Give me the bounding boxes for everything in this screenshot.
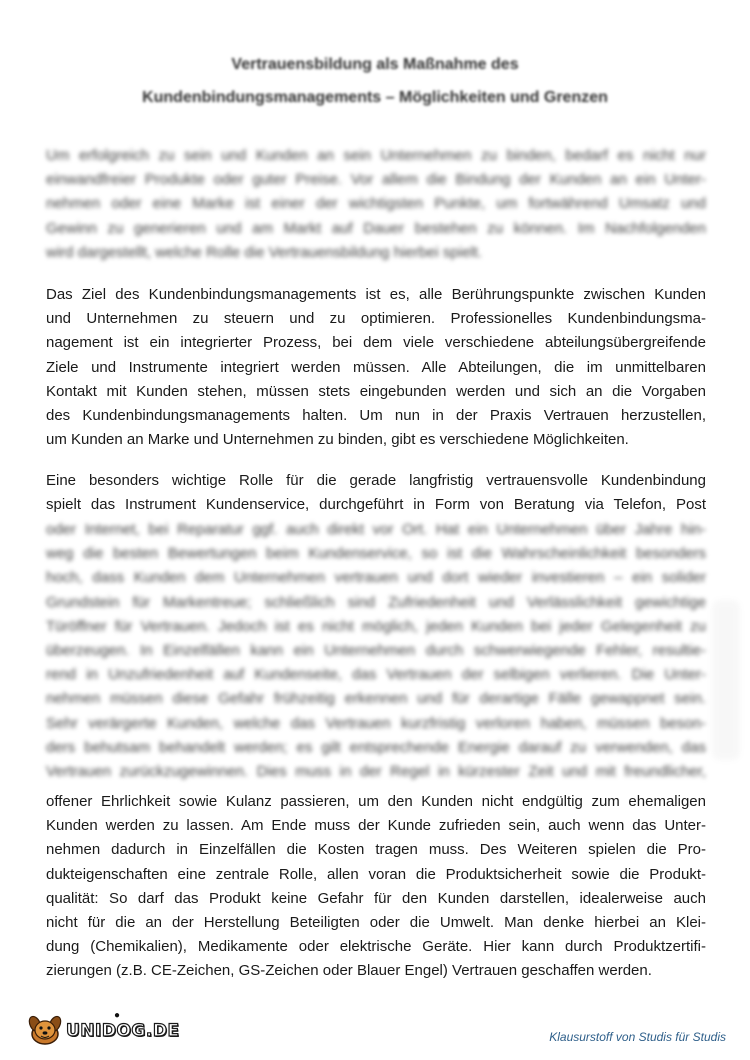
body-paragraph-2-bottom [46, 790, 706, 984]
text-line: Kontakt mit Kunden stehen, müssen stets eingebunden werden und sich an die Vorgaben [46, 382, 706, 400]
title-line-1: Vertrauensbildung als Maßnahme des [231, 56, 519, 73]
text-line: nehmen dadurch in Einzelfällen die Kosten tragen muss. Des Weiteren spielen die Pro- [46, 841, 706, 859]
text-line: offener Ehrlichkeit sowie Kulanz passieren, um den Kunden nicht endgültig zum ehemaligen [46, 793, 706, 810]
text-line: Ziele und Instrumente integriert werden müssen. Alle Abteilungen, die im unmittelbaren [46, 358, 706, 376]
text-line: dung (Chemikalien), Medikamente oder elektrische Geräte. Hier kann durch Produktzertifi- [46, 938, 706, 956]
text-line: rend in Unzufriedenheit auf Kundenseite, das Vertrauen der selbigen verlieren. Die Unter- [46, 666, 706, 684]
text-line: des Kundenbindungsmanagements halten. Um nun in der Praxis Vertrauen herzustellen, [46, 407, 706, 425]
text-line: hoch, dass Kunden dem Unternehmen vertrauen und dort wieder investieren – ein solider [46, 569, 706, 587]
text-line: ders behutsam behandelt werden; es gilt entsprechende Energie darauf zu verwenden, das [46, 738, 706, 756]
text-line: überzeugen. In Einzelfällen kann ein Unternehmen durch schwerwiegende Fehler, resultie- [46, 642, 706, 660]
text-line: spielt das Instrument Kundenservice, durchgeführt in Form von Beratung via Telefon, Post [46, 496, 706, 514]
paw-icon: ● [114, 1010, 121, 1021]
text-line: oder Internet, bei Reparatur ggf. auch direkt vor Ort. Hat ein Unternehmen über Jahre hin- [46, 521, 706, 538]
text-line: Um erfolgreich zu sein und Kunden an sein Unternehmen zu binden, bedarf es nicht nur [46, 147, 706, 164]
document-title [40, 48, 710, 114]
text-line: und Unternehmen zu steuern und zu optimieren. Professionelles Kundenbindungsma- [46, 310, 706, 328]
text-line: qualität: So darf das Produkt keine Gefahr für den Kunden darstellen, idealerweise auch [46, 889, 706, 907]
text-line: Sehr verärgerte Kunden, welche das Vertrauen kurzfristig verloren haben, müssen beson- [46, 714, 706, 732]
text-line: zierungen (z.B. CE-Zeichen, GS-Zeichen oder Blauer Engel) Vertrauen geschaffen werden. [46, 962, 652, 980]
text-line: um Kunden an Marke und Unternehmen zu binden, gibt es verschiedene Möglichkeiten. [46, 431, 629, 449]
text-line: Eine besonders wichtige Rolle für die gerade langfristig vertrauensvolle Kundenbindung [46, 472, 706, 489]
text-line: nehmen oder eine Marke ist einer der wichtigsten Punkte, um fortwährend Umsatz und [46, 195, 706, 213]
text-line: nehmen müssen diese Gefahr frühzeitig erkennen und für derartige Fälle gewappnet sein. [46, 690, 706, 708]
text-line: einwandfreier Produkte oder guter Preise. Vor allem die Bindung der Kunden an ein Unter- [46, 171, 706, 189]
text-line: Gewinn zu generieren und am Markt auf Dauer bestehen zu können. Im Nachfolgenden [46, 219, 706, 237]
text-line: weg die besten Bewertungen beim Kundenservice, so ist die Wahrscheinlichkeit besonders [46, 545, 706, 563]
title-line-2: Kundenbindungsmanagements – Möglichkeiten und Grenzen [142, 89, 608, 106]
intro-paragraph [46, 144, 706, 265]
text-line: nagement ist ein integrierter Prozess, bei dem viele verschiedene abteilungsübergreifende [46, 334, 706, 352]
body-paragraph-2-top [46, 469, 706, 517]
text-line: dukteigenschaften eine zentrale Rolle, allen voran die Produktsicherheit sowie die Produkt- [46, 865, 706, 883]
text-line: Das Ziel des Kundenbindungsmanagements ist es, alle Berührungspunkte zwischen Kunden [46, 286, 706, 303]
dog-mascot-icon [26, 1012, 64, 1046]
unidog-logo [26, 1012, 180, 1046]
footer-tagline: Klausurstoff von Studis für Studis [549, 1030, 726, 1044]
text-line: Grundstein für Markentreue; schließlich sind Zufriedenheit und Verlässlichkeit gewichtige [46, 593, 706, 611]
watermark [708, 600, 744, 760]
text-line: Vertrauen zurückzugewinnen. Dies muss in der Regel in kürzester Zeit und mit freundlicher, [46, 763, 706, 781]
body-paragraph-2-blurred [46, 518, 706, 784]
logo-wordmark: UNIDOG.DE [66, 1021, 180, 1041]
text-line: Kunden werden zu lassen. Am Ende muss der Kunde zufrieden sein, auch wenn das Unter- [46, 817, 706, 835]
text-line: wird dargestellt, welche Rolle die Vertrauensbildung hierbei spielt. [46, 243, 483, 261]
text-line: Türöffner für Vertrauen. Jedoch ist es nicht möglich, jeden Kunden bei jeder Gelegenheit zu [46, 617, 706, 635]
body-paragraph-1 [46, 283, 706, 452]
text-line: nicht für die an der Herstellung Beteiligten oder die Umwelt. Man denke hierbei an Klei- [46, 914, 706, 932]
